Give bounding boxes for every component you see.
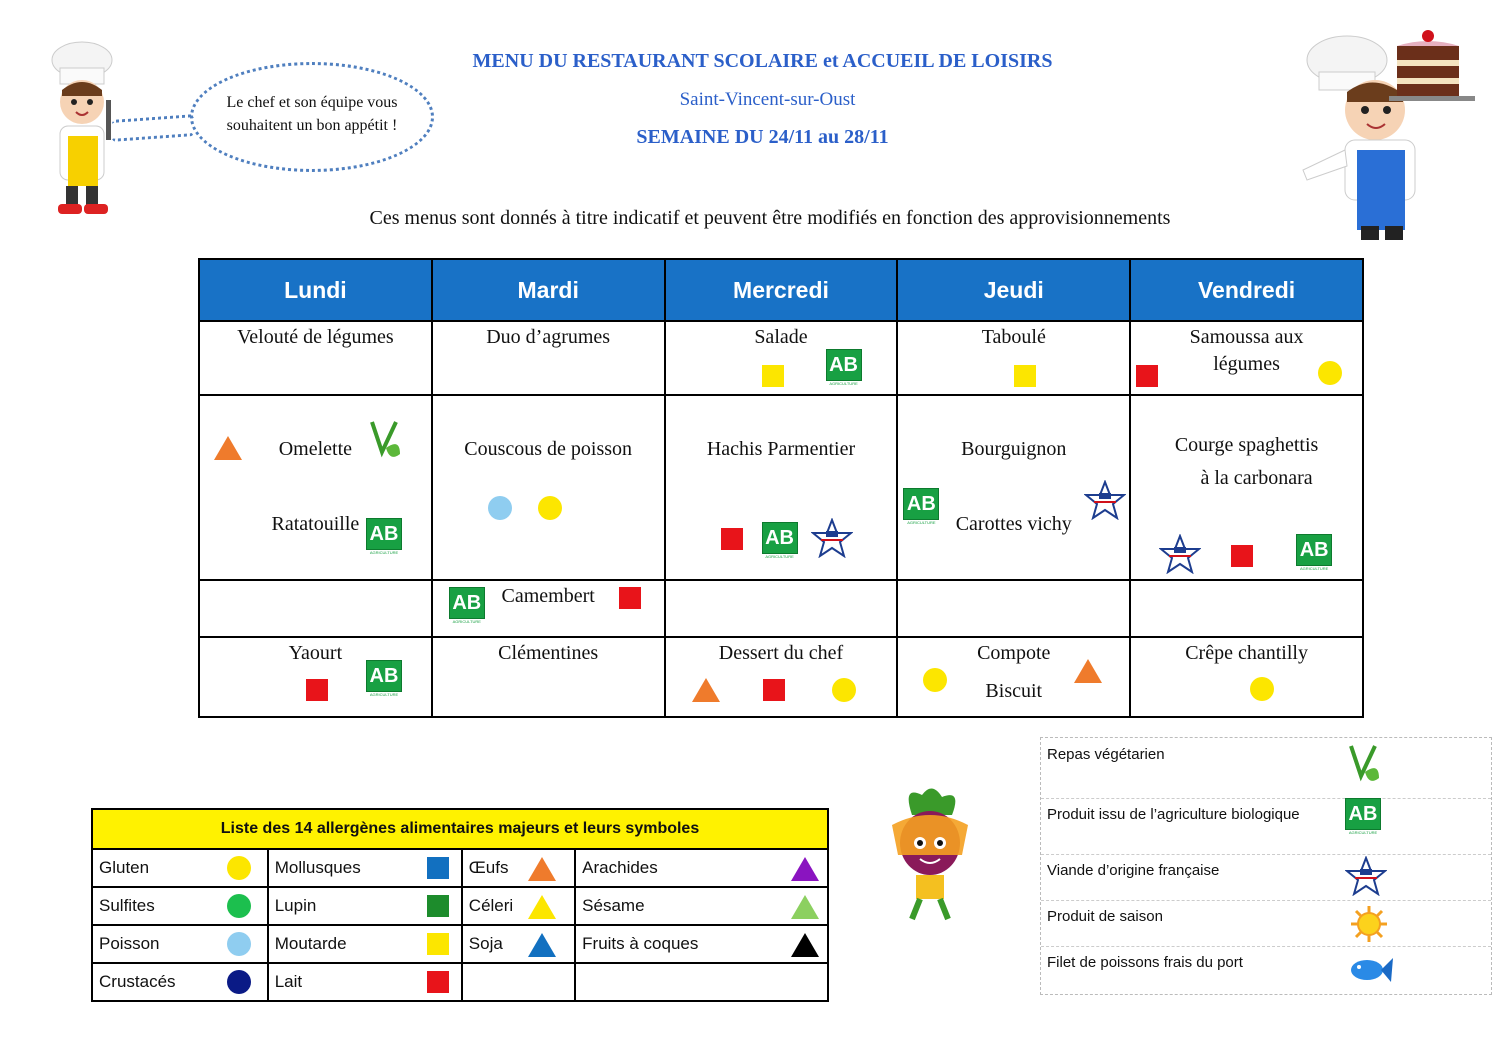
fish-allergen-icon [488, 496, 512, 520]
allergen-label: Sésame [582, 896, 645, 915]
mollusc-symbol-icon [427, 857, 449, 879]
sun-icon [1349, 904, 1389, 944]
french-beef-icon [811, 518, 853, 558]
legend-seasonal-label: Produit de saison [1047, 908, 1163, 925]
main-vendredi-2: à la carbonara [1200, 467, 1313, 489]
notice-text: Ces menus sont donnés à titre indicatif et peuvent être modifiés en fonction des approvisionnements [369, 207, 1171, 229]
sulfites-symbol-icon [227, 894, 251, 918]
main-cell-jeudi [897, 395, 1130, 580]
dessert-cell-mardi [432, 637, 665, 717]
dessert-cell-lundi [199, 637, 432, 717]
legend-organic-label: Produit issu de l’agriculture biologique [1047, 806, 1300, 823]
day-header-mercredi: Mercredi [665, 259, 898, 321]
main-mercredi: Hachis Parmentier [706, 438, 856, 460]
allergen-label: Sulfites [99, 896, 155, 915]
fish-icon [1345, 950, 1395, 988]
french-beef-icon [1345, 856, 1387, 896]
crustacean-symbol-icon [227, 970, 251, 994]
organic-ab-icon: AB AGRICULTURE [903, 488, 939, 530]
allergen-label: Lupin [274, 896, 317, 915]
main-jeudi-1: Bourguignon [961, 438, 1067, 460]
milk-allergen-icon [306, 679, 328, 701]
chef-with-cake-illustration [1285, 20, 1485, 245]
starter-cell-mardi [432, 321, 665, 395]
allergen-label: Mollusques [274, 858, 361, 877]
mustard-allergen-icon [1014, 365, 1036, 387]
beet-mascot-illustration [872, 785, 987, 925]
dessert-vendredi: Crêpe chantilly [1185, 642, 1308, 664]
starter-vendredi-line1: Samoussa aux [1189, 326, 1304, 348]
gluten-allergen-icon [538, 496, 562, 520]
day-header-lundi: Lundi [199, 259, 432, 321]
allergen-label: Moutarde [274, 934, 347, 953]
milk-allergen-icon [721, 528, 743, 550]
legend-row-seasonal [1041, 900, 1491, 947]
cheese-cell-mardi [432, 580, 665, 637]
main-jeudi-2: Carottes vichy [955, 513, 1072, 535]
cheese-cell-vendredi [1130, 580, 1363, 637]
gluten-symbol-icon [227, 856, 251, 880]
main-vendredi-1: Courge spaghettis [1174, 434, 1319, 456]
peanut-symbol-icon [791, 857, 819, 881]
town-name: Saint-Vincent-sur-Oust [679, 89, 856, 110]
gluten-allergen-icon [1250, 677, 1274, 701]
dessert-cell-mercredi [665, 637, 898, 717]
allergen-legend-table [91, 808, 829, 1002]
milk-allergen-icon [619, 587, 641, 609]
starter-cell-lundi [199, 321, 432, 395]
gluten-allergen-icon [832, 678, 856, 702]
gluten-allergen-icon [1318, 361, 1342, 385]
week-label: SEMAINE DU 24/11 au 28/11 [636, 126, 889, 148]
dessert-cell-jeudi [897, 637, 1130, 717]
cheese-cell-jeudi [897, 580, 1130, 637]
legend-french-meat-label: Viande d’origine française [1047, 862, 1220, 879]
organic-ab-icon: AB AGRICULTURE [366, 660, 402, 702]
cheese-cell-lundi [199, 580, 432, 637]
milk-allergen-icon [763, 679, 785, 701]
milk-allergen-icon [1136, 365, 1158, 387]
organic-ab-icon: AB AGRICULTURE [1296, 534, 1332, 576]
allergen-label: Céleri [468, 896, 514, 915]
cheese-cell-mercredi [665, 580, 898, 637]
starter-cell-mercredi [665, 321, 898, 395]
starter-cell-vendredi [1130, 321, 1363, 395]
starter-lundi: Velouté de légumes [237, 326, 394, 348]
main-cell-mardi [432, 395, 665, 580]
egg-symbol-icon [528, 857, 556, 881]
starter-mardi: Duo d’agrumes [486, 326, 611, 348]
fish-symbol-icon [227, 932, 251, 956]
organic-ab-icon: AB AGRICULTURE [826, 349, 862, 391]
lupin-symbol-icon [427, 895, 449, 917]
day-header-vendredi: Vendredi [1130, 259, 1363, 321]
legend-fish-label: Filet de poissons frais du port [1047, 954, 1243, 971]
main-cell-mercredi [665, 395, 898, 580]
vegetarian-icon [1345, 742, 1383, 788]
vegetarian-icon [366, 418, 404, 464]
dessert-jeudi-2: Biscuit [985, 680, 1043, 702]
day-header-mardi: Mardi [432, 259, 665, 321]
allergen-label: Crustacés [99, 972, 176, 991]
speech-bubble [190, 62, 434, 172]
french-beef-icon [1159, 534, 1201, 574]
page-title: MENU DU RESTAURANT SCOLAIRE et ACCUEIL DE LOISIRS [472, 50, 1053, 72]
dessert-mardi: Clémentines [498, 642, 599, 664]
allergen-label: Soja [468, 934, 503, 953]
main-mardi: Couscous de poisson [464, 438, 633, 460]
egg-allergen-icon [692, 678, 720, 702]
bubble-line-1: Le chef et son équipe vous [226, 94, 398, 111]
nuts-symbol-icon [791, 933, 819, 957]
starter-cell-jeudi [897, 321, 1130, 395]
starter-mercredi: Salade [754, 326, 808, 348]
starter-jeudi: Taboulé [981, 326, 1046, 348]
main-lundi-1: Omelette [278, 438, 353, 460]
dessert-cell-vendredi [1130, 637, 1363, 717]
legend-row-vegetarian [1041, 738, 1491, 799]
milk-symbol-icon [427, 971, 449, 993]
cheese-mardi: Camembert [501, 585, 595, 607]
celery-symbol-icon [528, 895, 556, 919]
allergen-label: Arachides [582, 858, 658, 877]
allergen-label: Lait [274, 972, 303, 991]
allergen-label: Œufs [468, 858, 509, 877]
weekly-menu-table [198, 258, 1364, 718]
legend-row-organic [1041, 798, 1491, 855]
organic-ab-icon: AB AGRICULTURE [366, 518, 402, 560]
organic-ab-icon: AB AGRICULTURE [1345, 798, 1381, 840]
legend-row-french-meat [1041, 854, 1491, 901]
allergen-label: Gluten [99, 858, 150, 877]
bubble-line-2: souhaitent un bon appétit ! [226, 117, 398, 134]
milk-allergen-icon [1231, 545, 1253, 567]
legend-row-fish [1041, 946, 1491, 994]
dessert-mercredi: Dessert du chef [718, 642, 844, 664]
symbol-legend [1040, 737, 1492, 995]
main-lundi-2: Ratatouille [271, 513, 360, 535]
starter-vendredi-line2: légumes [1213, 353, 1280, 375]
soy-symbol-icon [528, 933, 556, 957]
sesame-symbol-icon [791, 895, 819, 919]
dessert-jeudi-1: Compote [977, 642, 1051, 664]
day-header-jeudi: Jeudi [897, 259, 1130, 321]
dessert-lundi: Yaourt [288, 642, 343, 664]
mustard-symbol-icon [427, 933, 449, 955]
main-cell-vendredi [1130, 395, 1363, 580]
allergen-table-title: Liste des 14 allergènes alimentaires majeurs et leurs symboles [92, 809, 828, 849]
allergen-label: Poisson [99, 934, 160, 953]
allergen-label: Fruits à coques [582, 934, 699, 953]
organic-ab-icon: AB AGRICULTURE [762, 522, 798, 564]
organic-ab-icon: AB AGRICULTURE [449, 587, 485, 629]
legend-vegetarian-label: Repas végétarien [1047, 746, 1165, 763]
main-cell-lundi [199, 395, 432, 580]
mustard-allergen-icon [762, 365, 784, 387]
